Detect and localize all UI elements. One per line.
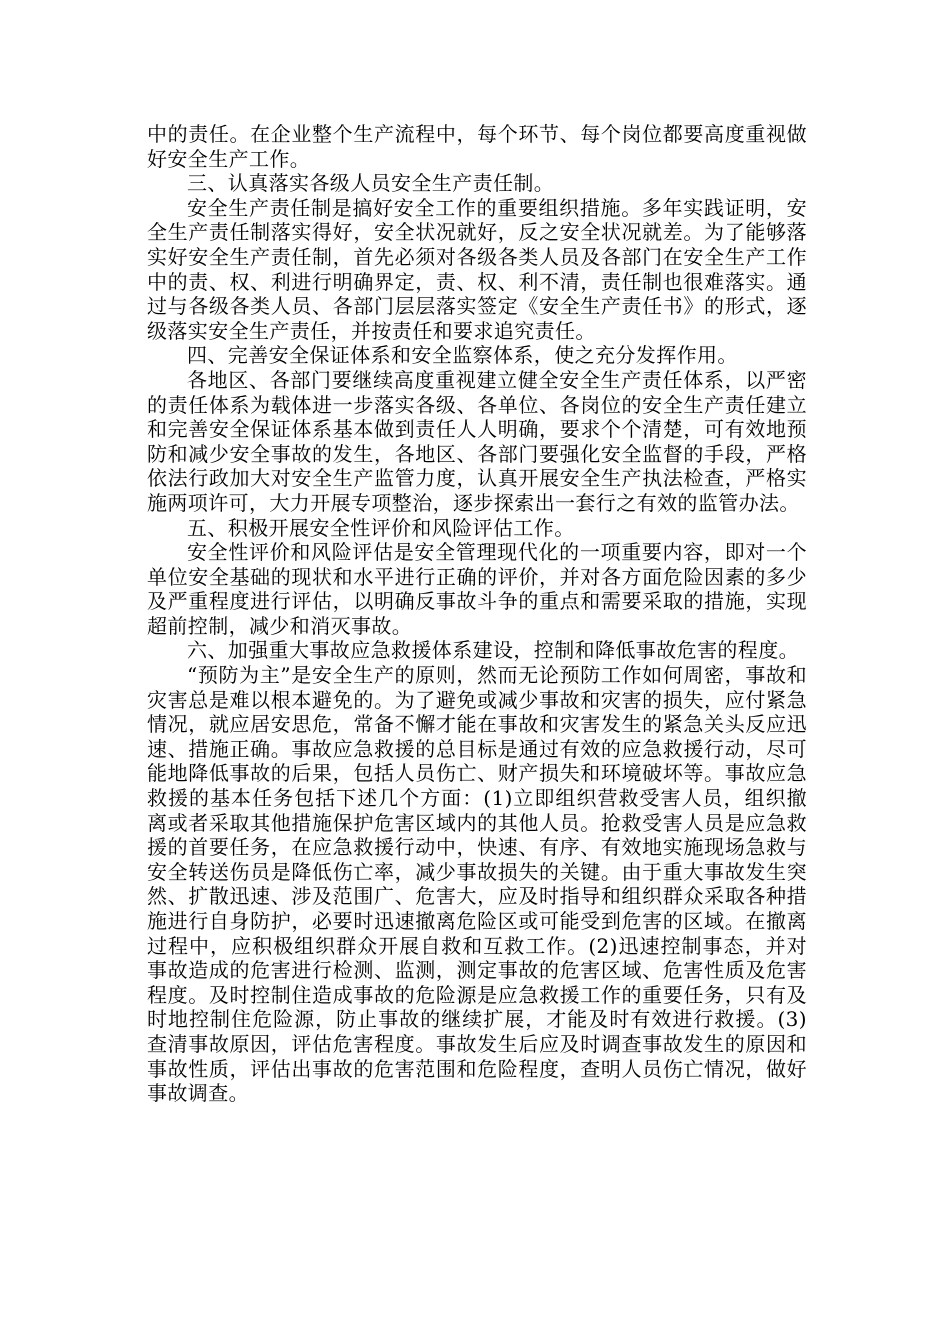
section-heading-5: 五、积极开展安全性评价和风险评估工作。: [187, 515, 575, 540]
section-heading-3: 三、认真落实各级人员安全生产责任制。: [187, 171, 555, 196]
paragraph-emergency-rescue: “预防为主”是安全生产的原则，然而无论预防工作如何周密，事故和灾害总是难以根本避免的。为了避免或减少事故和灾害的损失，应付紧急情况，就应居安思危，常备不懈才能在事故和灾害发生的紧急关头反应迅速、措施正确。事故应急救援的总目标是通过有效的应急救援行动，尽可能地降低事故的后果，包括人员伤亡、财产损失和环境破坏等。事故应急救援的基本任务包括下述几个方面：(1)立即组织营救受害人员，组织撤离或者采取其他措施保护危害区域内的其他人员。抢救受害人员是应急救援的首要任务，在应急救援行动中，快速、有序、有效地实施现场急救与安全转送伤员是降低伤亡率，减少事故损失的关键。由于重大事故发生突然、扩散迅速、涉及范围广、危害大，应及时指导和组织群众采取各种措施进行自身防护，必要时迅速撤离危险区或可能受到危害的区域。在撤离过程中，应积极组织群众开展自救和互救工作。(2)迅速控制事态，并对事故造成的危害进行检测、监测，测定事故的危害区域、危害性质及危害程度。及时控制住造成事故的危险源是应急救援工作的重要任务，只有及时地控制住危险源，防止事故的继续扩展，才能及时有效进行救援。(3)查清事故原因，评估危害程度。事故发生后应及时调查事故发生的原因和事故性质，评估出事故的危害范围和危险程度，查明人员伤亡情况，做好事故调查。: [147, 663, 807, 1106]
paragraph-guarantee-system: 各地区、各部门要继续高度重视建立健全安全生产责任体系，以严密的责任体系为载体进一步落实各级、各单位、各岗位的安全生产责任建立和完善安全保证体系基本做到责任人人明确，要求个个清楚，可有效地预防和减少安全事故的发生，各地区、各部门要强化安全监督的手段，严格依法行政加大对安全生产监管力度，认真开展安全生产执法检查，严格实施两项许可，大力开展专项整治，逐步探索出一套行之有效的监管办法。: [147, 367, 807, 515]
document-body: [147, 122, 807, 1106]
section-heading-4: 四、完善安全保证体系和安全监察体系，使之充分发挥作用。: [187, 343, 738, 368]
paragraph-continuation: 中的责任。在企业整个生产流程中，每个环节、每个岗位都要高度重视做好安全生产工作。: [147, 122, 807, 171]
paragraph-risk-assessment: 安全性评价和风险评估是安全管理现代化的一项重要内容，即对一个单位安全基础的现状和水平进行正确的评价，并对各方面危险因素的多少及严重程度进行评估，以明确反事故斗争的重点和需要采取的措施，实现超前控制，减少和消灭事故。: [147, 540, 807, 638]
section-heading-6: 六、加强重大事故应急救援体系建设，控制和降低事故危害的程度。: [187, 638, 799, 663]
paragraph-responsibility-system: 安全生产责任制是搞好安全工作的重要组织措施。多年实践证明，安全生产责任制落实得好，安全状况就好，反之安全状况就差。为了能够落实好安全生产责任制，首先必须对各级各类人员及各部门在安全生产工作中的责、权、利进行明确界定，责、权、利不清，责任制也很难落实。通过与各级各类人员、各部门层层落实签定《安全生产责任书》的形式，逐级落实安全生产责任，并按责任和要求追究责任。: [147, 195, 807, 343]
